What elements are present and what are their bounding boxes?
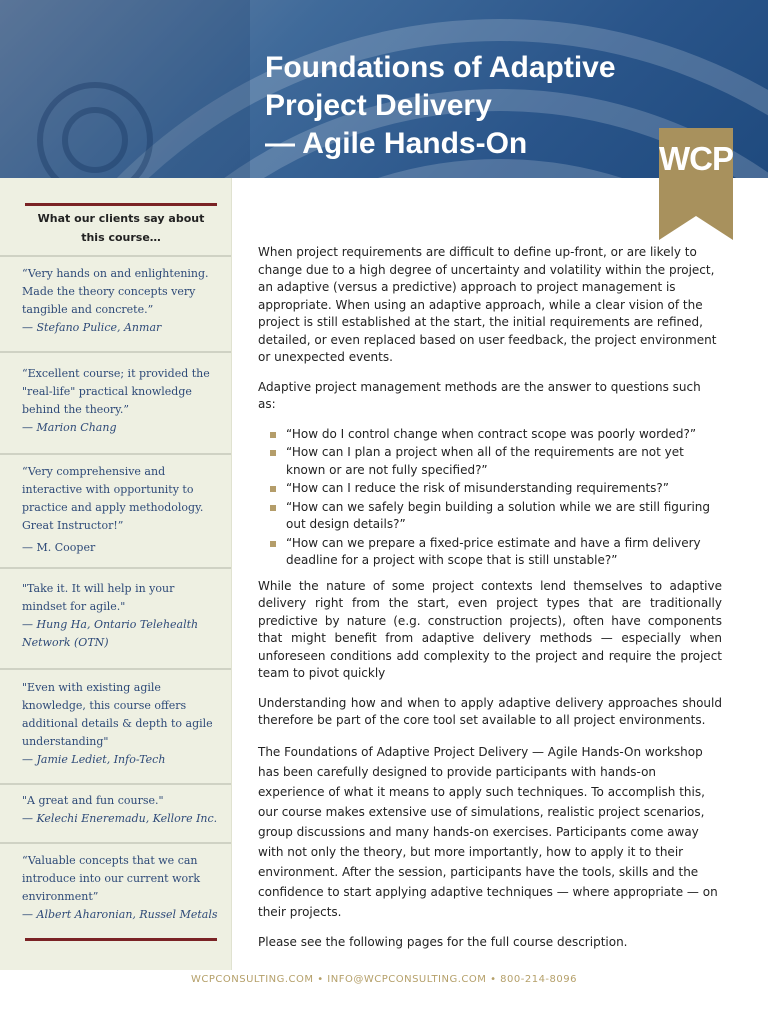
testimonial-4	[22, 580, 218, 652]
testimonial-quote: “Very hands on and enlightening. Made the theory concepts very tangible and concrete.”	[22, 267, 209, 316]
testimonial-1	[22, 265, 218, 337]
questions-list	[258, 426, 722, 570]
title-line-2: Project Delivery	[265, 89, 492, 122]
divider	[0, 453, 231, 455]
list-item: “How can we prepare a fixed-price estimate and have a firm delivery deadline for a project with scope that is still unstable?”	[258, 535, 722, 570]
testimonial-quote: "A great and fun course."	[22, 794, 164, 807]
testimonial-author: — Albert Aharonian, Russel Metals	[22, 908, 218, 921]
questions-lead: Adaptive project management methods are the answer to questions such as:	[258, 379, 701, 411]
list-item: “How can I plan a project when all of the requirements are not yet known or are not fully specified?”	[258, 444, 722, 479]
square-bullet-icon	[270, 505, 276, 511]
page-title	[265, 49, 685, 163]
square-bullet-icon	[270, 450, 276, 456]
testimonial-quote: “Very comprehensive and interactive with opportunity to practice and apply methodology. Great Instructor!”	[22, 465, 204, 532]
testimonial-author: — Kelechi Eneremadu, Kellore Inc.	[22, 812, 218, 825]
main-content	[258, 244, 722, 963]
testimonial-quote: "Take it. It will help in your mindset for agile."	[22, 582, 175, 613]
testimonial-quote: "Even with existing agile knowledge, this course offers additional details & depth to agile understanding"	[22, 681, 213, 748]
intro-paragraph: When project requirements are difficult to define up-front, or are likely to change due to a high degree of uncertainty and volatility within the project, an adaptive (versus a predictive) approach to project management is appropriate. When using an adaptive approach, while a clear vision of the project is still established at the start, the initial requirements are refined, detailed, or even replaced based on user feedback, the project environment or unexpected events.	[258, 245, 717, 364]
heading-top-rule	[25, 203, 217, 206]
list-item: “How can we safely begin building a solution while we are still figuring out design details?”	[258, 499, 722, 534]
divider	[0, 351, 231, 353]
divider	[0, 783, 231, 785]
testimonial-3	[22, 463, 218, 557]
testimonials-sidebar	[0, 178, 232, 970]
logo-text: WCP	[659, 140, 733, 177]
sidebar-bottom-rule	[25, 938, 217, 941]
closing-paragraph: Please see the following pages for the full course description.	[258, 934, 628, 949]
testimonial-author: — Marion Chang	[22, 421, 117, 434]
list-item: “How do I control change when contract scope was poorly worded?”	[258, 426, 722, 444]
square-bullet-icon	[270, 432, 276, 438]
testimonial-quote: “Valuable concepts that we can introduce into our current work environment”	[22, 854, 201, 903]
testimonial-author: — Hung Ha, Ontario Telehealth Network (OTN)	[22, 618, 199, 649]
testimonial-quote: “Excellent course; it provided the "real-life" practical knowledge behind the theory.”	[22, 367, 210, 416]
testimonial-author: — Stefano Pulice, Anmar	[22, 321, 162, 334]
divider	[0, 567, 231, 569]
testimonial-5	[22, 679, 218, 769]
title-line-1: Foundations of Adaptive	[265, 51, 616, 84]
footer-contact: WCPCONSULTING.COM • INFO@WCPCONSULTING.COM • 800-214-8096	[191, 974, 577, 985]
list-item: “How can I reduce the risk of misunderstanding requirements?”	[258, 480, 722, 498]
divider	[0, 255, 231, 257]
title-line-3: — Agile Hands-On	[265, 127, 528, 160]
square-bullet-icon	[270, 486, 276, 492]
testimonial-author: — M. Cooper	[22, 541, 96, 554]
header-banner	[0, 0, 768, 178]
workshop-paragraph: The Foundations of Adaptive Project Delivery — Agile Hands-On workshop has been carefully designed to provide participants with hands-on experience of what it means to apply such techniques. To accomplish this, our course makes extensive use of simulations, realistic project scenarios, group discussions and many hands-on exercises. Participants come away with not only the theory, but more importantly, how to apply it to their environment. After the session, participants have the tools, skills and the confidence to start applying adaptive techniques — where appropriate — on their projects.	[258, 744, 718, 919]
divider	[0, 842, 231, 844]
testimonial-2	[22, 365, 218, 437]
understanding-paragraph: Understanding how and when to apply adaptive delivery approaches should therefore be part of the core tool set available to all project environments.	[258, 695, 722, 727]
testimonial-6	[22, 792, 218, 828]
divider	[0, 668, 231, 670]
testimonial-author: — Jamie Lediet, Info-Tech	[22, 753, 166, 766]
sidebar-heading: What our clients say about this course…	[37, 212, 205, 244]
testimonial-7	[22, 852, 218, 924]
square-bullet-icon	[270, 541, 276, 547]
nature-paragraph: While the nature of some project contexts lend themselves to adaptive delivery right from the start, even project types that are traditionally predictive by nature (e.g. construction projects), often have components that might benefit from adaptive delivery methods — especially when unforeseen conditions add complexity to the project and require the project team to pivot quickly	[258, 578, 722, 680]
